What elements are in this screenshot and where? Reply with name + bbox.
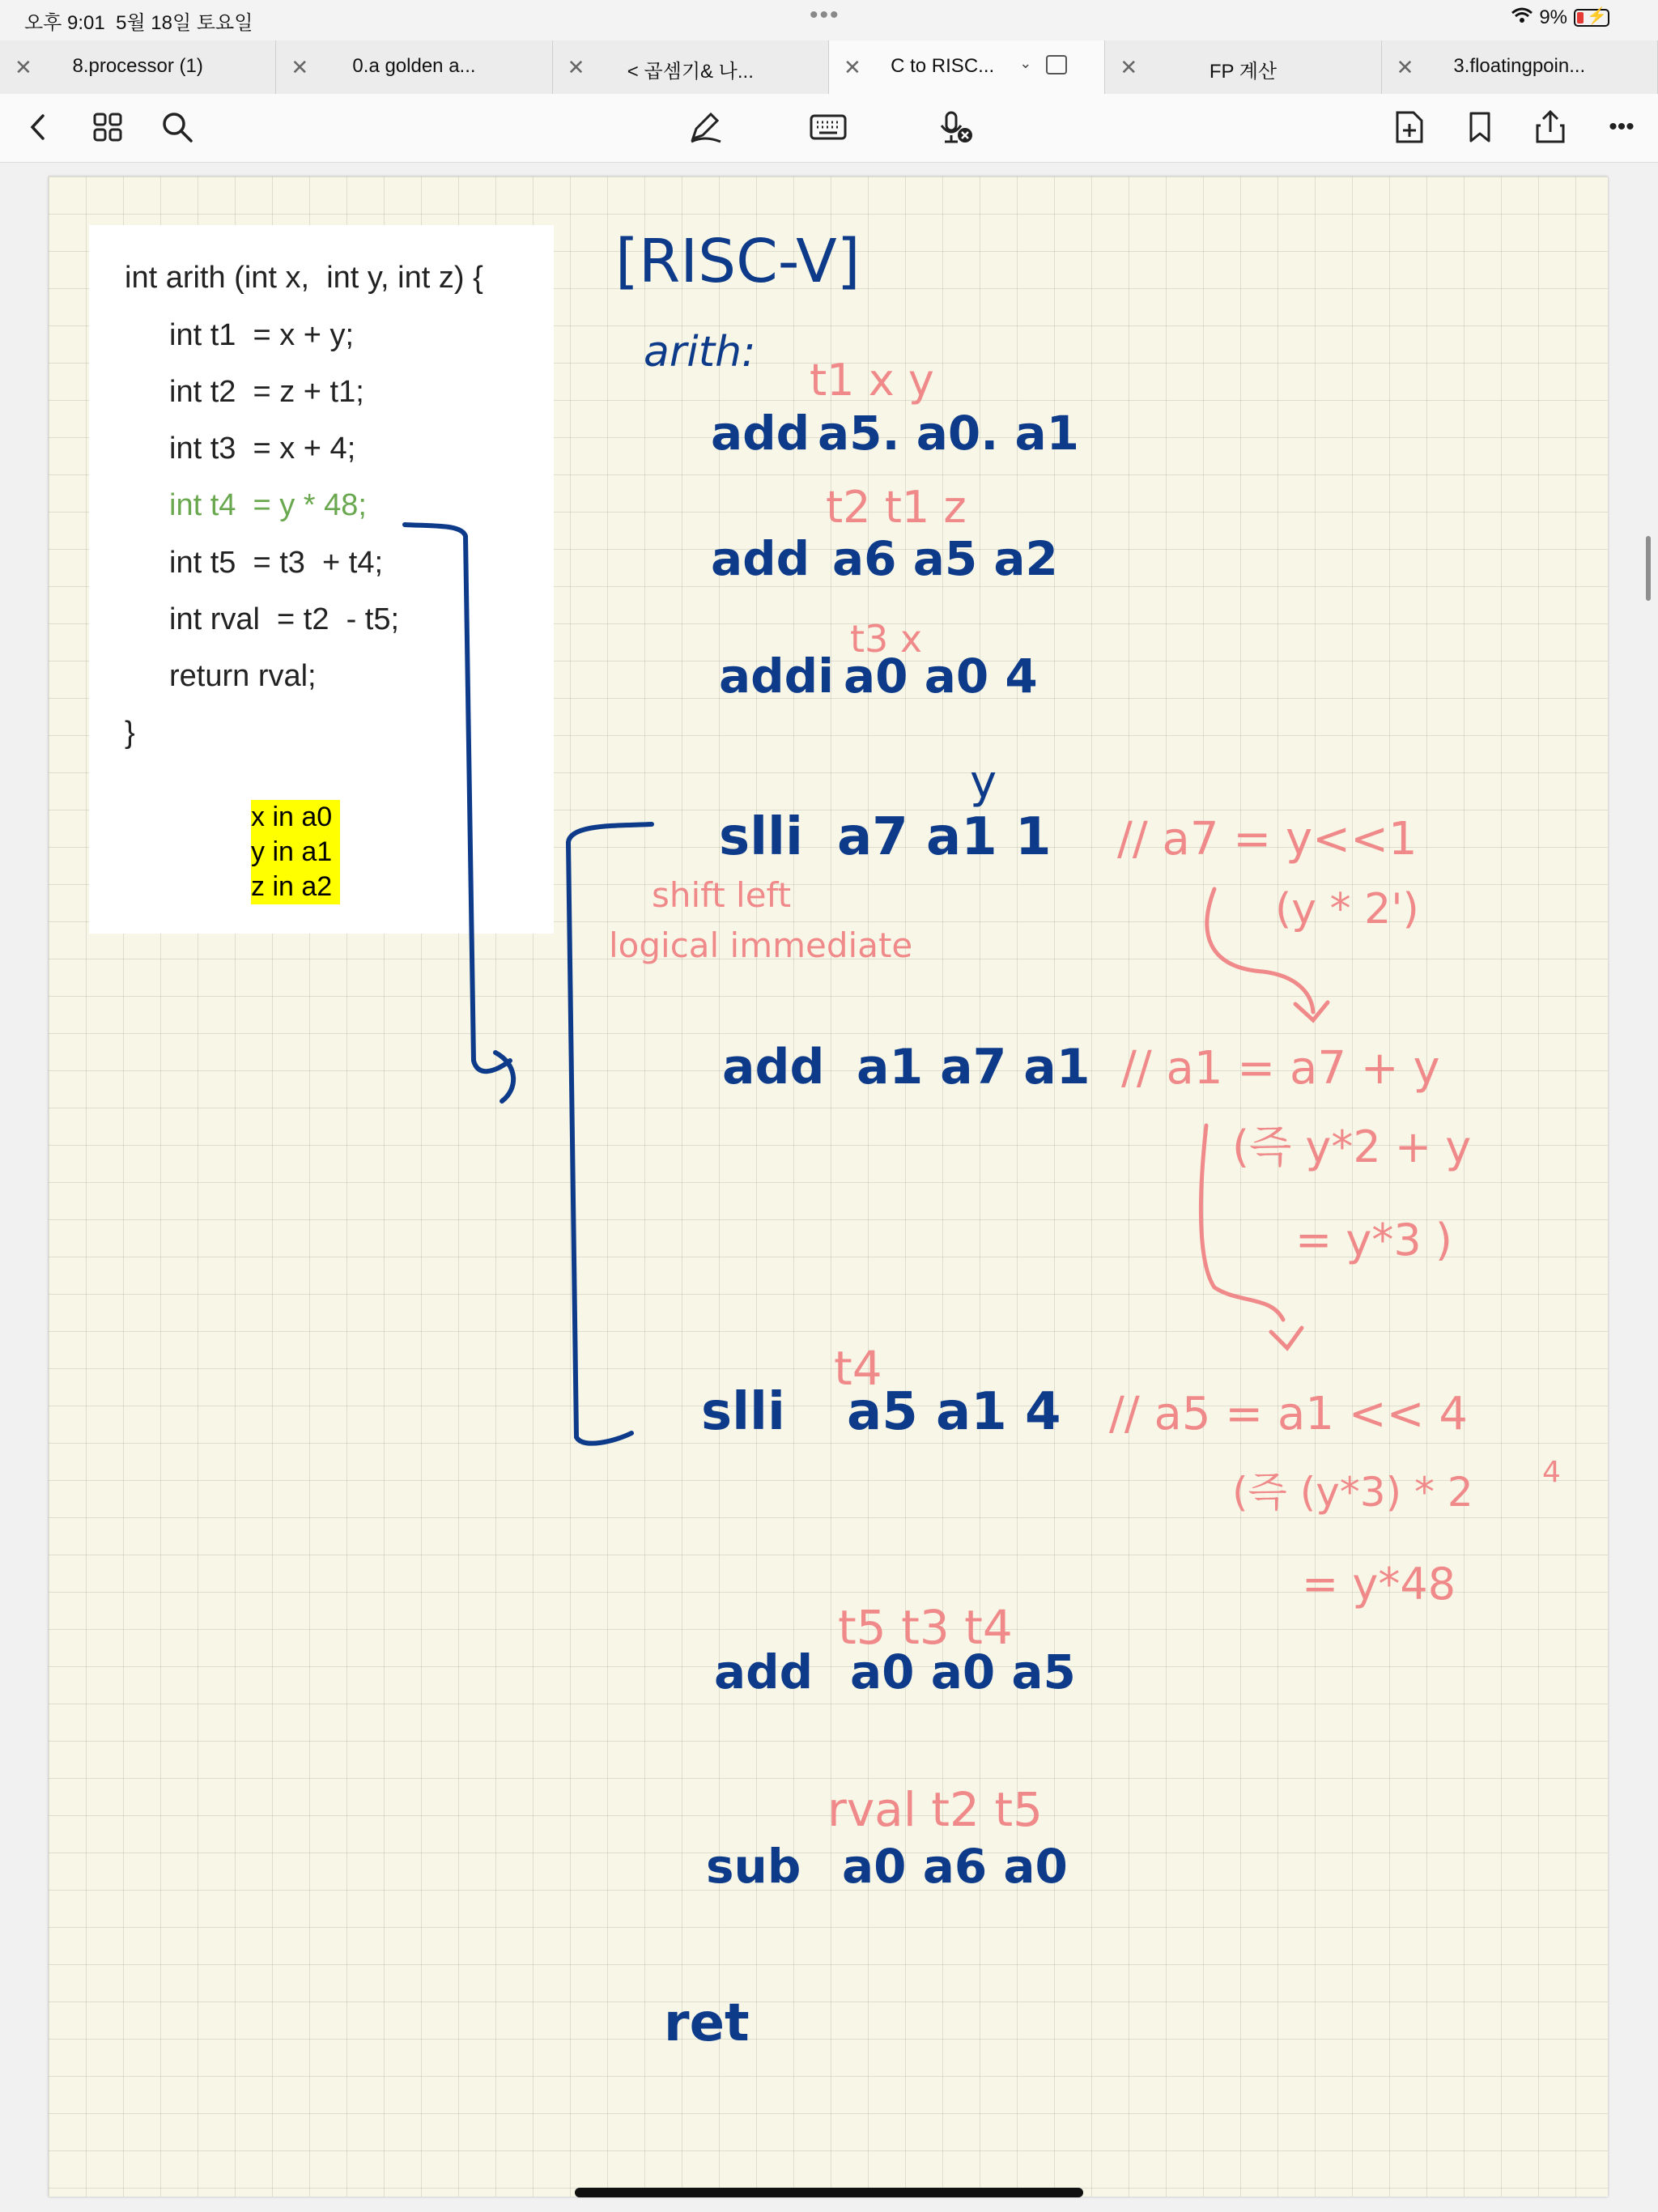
status-time: 오후 9:01 5월 18일 토요일 [24,12,253,34]
close-icon[interactable]: ✕ [15,55,32,79]
register-legend-line: y in a1 [251,836,333,867]
annot-comment: // a7 = y<<1 [1117,813,1418,866]
home-indicator[interactable] [575,2188,1083,2197]
tab-label: C to RISC... [891,55,995,77]
tab-label: 0.a golden a... [352,55,476,77]
close-icon[interactable]: ✕ [291,55,309,79]
battery-icon: ⚡ [1574,9,1609,27]
scroll-indicator[interactable] [1646,536,1651,601]
tab-label: 3.floatingpoin... [1453,55,1586,77]
annot-extra: (y * 2') [1275,885,1419,934]
instr-op: ret [664,1993,750,2053]
register-legend-line: z in a2 [251,871,333,902]
annot-above: t1 x y [810,355,934,406]
annot-above: y [970,756,997,809]
annot-superscript: 4 [1542,1456,1561,1489]
multitask-dots-icon[interactable]: ••• [810,2,840,28]
close-icon[interactable]: ✕ [1120,55,1138,79]
instr-op: add [722,1039,825,1095]
instr-op: add [711,531,810,586]
code-line: } [125,716,135,750]
instr-args: a0 a0 a5 [850,1644,1076,1699]
code-line: int arith (int x, int y, int z) { [125,261,483,295]
notes-label: arith: [644,328,756,376]
instr-args: a7 a1 1 [837,807,1052,867]
instr-op: sub [706,1839,801,1894]
annot-extra: (즉 (y*3) * 2 [1232,1469,1473,1516]
annot-comment: // a1 = a7 + y [1121,1042,1440,1095]
battery-percent: 9% [1539,6,1567,28]
notes-title: [RISC-V] [615,227,861,296]
code-line: int rval = t2 - t5; [169,602,400,636]
annot-above: t5 t3 t4 [838,1600,1013,1655]
instr-op: add [711,406,810,461]
more-icon[interactable]: ••• [1609,113,1635,140]
annot-above: rval t2 t5 [827,1782,1043,1837]
tab-label: < 곱셈기& 나... [627,61,754,83]
instr-args: a5. a0. a1 [818,406,1079,461]
instr-args: a0 a0 4 [844,649,1038,704]
code-line-highlighted: int t4 = y * 48; [169,488,367,522]
instr-args: a1 a7 a1 [857,1039,1090,1095]
instr-args: a6 a5 a2 [832,531,1058,586]
code-line: int t3 = x + 4; [169,432,356,466]
tab-label: 8.processor (1) [72,55,203,77]
annot-above: t2 t1 z [826,482,967,533]
close-icon[interactable]: ✕ [567,55,585,79]
bracket [568,824,652,1444]
instr-op: add [714,1644,814,1699]
instr-args: a5 a1 4 [847,1382,1061,1442]
close-icon[interactable]: ✕ [1396,55,1414,79]
annot-above: t3 x [850,617,923,661]
annot-sub: logical immediate [609,925,913,965]
chevron-down-icon[interactable]: ⌄ [1019,55,1032,71]
code-line: return rval; [169,659,317,693]
annot-sub: shift left [652,875,792,915]
instr-op: slli [719,807,803,867]
instr-args: a0 a6 a0 [842,1839,1068,1894]
annot-extra: (즉 y*2 + y [1232,1121,1472,1172]
annot-comment: // a5 = a1 << 4 [1109,1388,1469,1440]
annot-extra2: = y*3 ) [1295,1214,1452,1266]
instr-op: slli [701,1382,785,1442]
code-line: int t5 = t3 + t4; [169,546,384,580]
arrow-connector [405,525,510,1071]
close-icon[interactable]: ✕ [843,55,861,79]
code-line: int t1 = x + y; [169,318,355,352]
tab-label: FP 계산 [1209,61,1278,83]
arrow-head [1271,1328,1302,1348]
code-line: int t2 = z + t1; [169,375,364,409]
register-legend-line: x in a0 [251,802,333,832]
instr-op: addi [719,649,835,704]
annot-above: t4 [834,1341,882,1396]
annot-extra2: = y*48 [1302,1559,1456,1610]
